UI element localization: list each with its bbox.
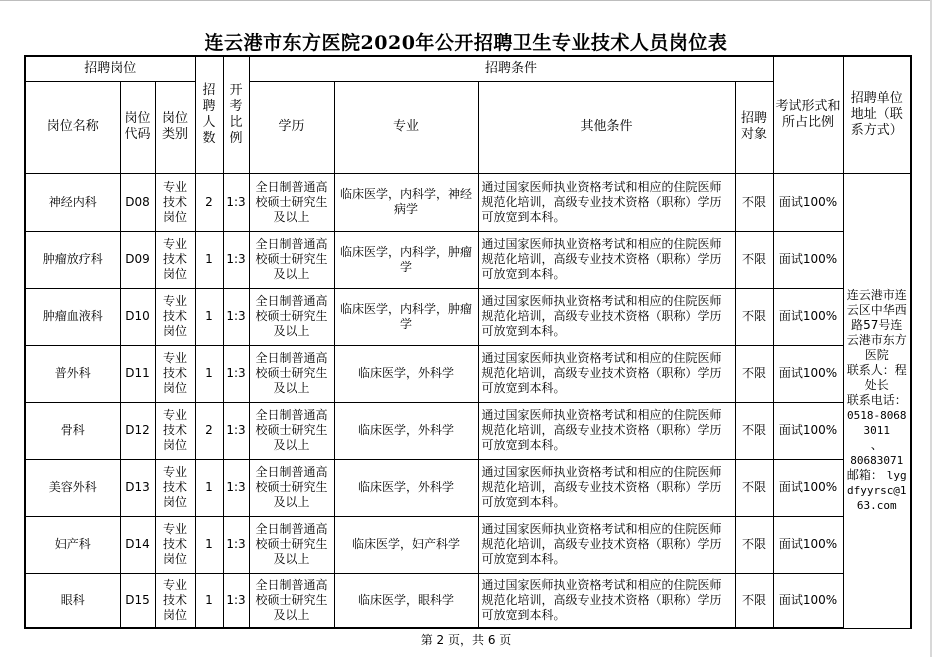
post-name-cell: 妇产科 <box>25 516 120 573</box>
ratio-cell: 1:3 <box>223 402 249 459</box>
education-cell: 全日制普通高校硕士研究生及以上 <box>249 516 334 573</box>
exam-cell: 面试100% <box>773 459 843 516</box>
header-group-post: 招聘岗位 <box>25 56 195 81</box>
header-row-1 <box>25 56 911 81</box>
other-conditions-cell: 通过国家医师执业资格考试和相应的住院医师规范化培训，高级专业技术资格（职称）学历可放宽到本科。 <box>478 345 735 402</box>
exam-cell: 面试100% <box>773 345 843 402</box>
education-cell: 全日制普通高校硕士研究生及以上 <box>249 459 334 516</box>
education-cell: 全日制普通高校硕士研究生及以上 <box>249 173 334 231</box>
post-code-cell: D13 <box>120 459 155 516</box>
target-cell: 不限 <box>735 402 773 459</box>
headcount-cell: 1 <box>195 231 223 288</box>
post-name-cell: 肿瘤放疗科 <box>25 231 120 288</box>
post-code-cell: D14 <box>120 516 155 573</box>
other-conditions-cell: 通过国家医师执业资格考试和相应的住院医师规范化培训，高级专业技术资格（职称）学历可放宽到本科。 <box>478 402 735 459</box>
post-name-cell: 普外科 <box>25 345 120 402</box>
contact-person: 联系人：程处长 <box>846 363 907 392</box>
contact-phone-label: 联系电话： <box>846 393 907 407</box>
post-code-cell: D10 <box>120 288 155 345</box>
headcount-cell: 1 <box>195 573 223 628</box>
post-type-cell: 专业技术岗位 <box>155 345 195 402</box>
other-conditions-cell: 通过国家医师执业资格考试和相应的住院医师规范化培训，高级专业技术资格（职称）学历可放宽到本科。 <box>478 173 735 231</box>
headcount-cell: 2 <box>195 402 223 459</box>
target-cell: 不限 <box>735 459 773 516</box>
header-education: 学历 <box>249 81 334 173</box>
ratio-cell: 1:3 <box>223 516 249 573</box>
target-cell: 不限 <box>735 173 773 231</box>
post-type-cell: 专业技术岗位 <box>155 459 195 516</box>
headcount-cell: 1 <box>195 345 223 402</box>
education-cell: 全日制普通高校硕士研究生及以上 <box>249 288 334 345</box>
target-cell: 不限 <box>735 288 773 345</box>
exam-cell: 面试100% <box>773 573 843 628</box>
contact-cell <box>843 173 911 628</box>
exam-cell: 面试100% <box>773 516 843 573</box>
target-cell: 不限 <box>735 573 773 628</box>
table-row <box>25 345 911 402</box>
other-conditions-cell: 通过国家医师执业资格考试和相应的住院医师规范化培训，高级专业技术资格（职称）学历可放宽到本科。 <box>478 459 735 516</box>
other-conditions-cell: 通过国家医师执业资格考试和相应的住院医师规范化培训，高级专业技术资格（职称）学历可放宽到本科。 <box>478 516 735 573</box>
ratio-cell: 1:3 <box>223 173 249 231</box>
exam-cell: 面试100% <box>773 231 843 288</box>
header-major: 专业 <box>334 81 478 173</box>
major-cell: 临床医学，外科学 <box>334 345 478 402</box>
page-edge-top <box>0 0 932 1</box>
major-cell: 临床医学，外科学 <box>334 402 478 459</box>
post-code-cell: D11 <box>120 345 155 402</box>
ratio-cell: 1:3 <box>223 573 249 628</box>
target-cell: 不限 <box>735 516 773 573</box>
education-cell: 全日制普通高校硕士研究生及以上 <box>249 231 334 288</box>
table-row <box>25 516 911 573</box>
headcount-cell: 2 <box>195 173 223 231</box>
table-row <box>25 173 911 231</box>
post-name-cell: 美容外科 <box>25 459 120 516</box>
education-cell: 全日制普通高校硕士研究生及以上 <box>249 573 334 628</box>
post-type-cell: 专业技术岗位 <box>155 516 195 573</box>
post-type-cell: 专业技术岗位 <box>155 402 195 459</box>
other-conditions-cell: 通过国家医师执业资格考试和相应的住院医师规范化培训，高级专业技术资格（职称）学历可放宽到本科。 <box>478 288 735 345</box>
recruitment-table <box>24 55 912 629</box>
major-cell: 临床医学，内科学，神经病学 <box>334 173 478 231</box>
header-target: 招聘对象 <box>735 81 773 173</box>
contact-phone-1: 0518-80683011 <box>846 409 907 437</box>
post-name-cell: 骨科 <box>25 402 120 459</box>
other-conditions-cell: 通过国家医师执业资格考试和相应的住院医师规范化培训，高级专业技术资格（职称）学历可放宽到本科。 <box>478 573 735 628</box>
major-cell: 临床医学，眼科学 <box>334 573 478 628</box>
header-exam: 考试形式和所占比例 <box>773 56 843 173</box>
table-row <box>25 459 911 516</box>
ratio-cell: 1:3 <box>223 231 249 288</box>
exam-cell: 面试100% <box>773 288 843 345</box>
post-code-cell: D15 <box>120 573 155 628</box>
post-name-cell: 神经内科 <box>25 173 120 231</box>
ratio-cell: 1:3 <box>223 345 249 402</box>
header-post-name: 岗位名称 <box>25 81 120 173</box>
post-type-cell: 专业技术岗位 <box>155 573 195 628</box>
header-unit: 招聘单位地址（联系方式） <box>843 56 911 173</box>
header-ratio: 开考比例 <box>223 56 249 173</box>
page-footer: 第 2 页，共 6 页 <box>420 633 512 647</box>
post-name-cell: 肿瘤血液科 <box>25 288 120 345</box>
major-cell: 临床医学，内科学，肿瘤学 <box>334 231 478 288</box>
education-cell: 全日制普通高校硕士研究生及以上 <box>249 345 334 402</box>
ratio-cell: 1:3 <box>223 459 249 516</box>
target-cell: 不限 <box>735 345 773 402</box>
major-cell: 临床医学，外科学 <box>334 459 478 516</box>
contact-email-label: 邮箱： <box>846 468 883 482</box>
header-post-code: 岗位代码 <box>120 81 155 173</box>
header-post-type: 岗位类别 <box>155 81 195 173</box>
table-row <box>25 231 911 288</box>
contact-phone-2: 80683071 <box>850 454 904 467</box>
table-row <box>25 288 911 345</box>
post-type-cell: 专业技术岗位 <box>155 173 195 231</box>
headcount-cell: 1 <box>195 459 223 516</box>
table-row <box>25 402 911 459</box>
post-code-cell: D08 <box>120 173 155 231</box>
header-other: 其他条件 <box>478 81 735 173</box>
education-cell: 全日制普通高校硕士研究生及以上 <box>249 402 334 459</box>
page-title: 连云港市东方医院2020年公开招聘卫生专业技术人员岗位表 <box>204 32 728 54</box>
headcount-cell: 1 <box>195 288 223 345</box>
contact-address: 连云港市连云区中华西路57号连云港市东方医院 <box>846 288 907 362</box>
target-cell: 不限 <box>735 231 773 288</box>
header-group-conditions: 招聘条件 <box>249 56 773 81</box>
major-cell: 临床医学，内科学，肿瘤学 <box>334 288 478 345</box>
contact-email: lygdfyyrsc@163.com <box>846 469 907 512</box>
post-name-cell: 眼科 <box>25 573 120 628</box>
exam-cell: 面试100% <box>773 173 843 231</box>
ratio-cell: 1:3 <box>223 288 249 345</box>
contact-separator: 、 <box>870 438 883 452</box>
headcount-cell: 1 <box>195 516 223 573</box>
header-headcount: 招聘人数 <box>195 56 223 173</box>
post-code-cell: D12 <box>120 402 155 459</box>
other-conditions-cell: 通过国家医师执业资格考试和相应的住院医师规范化培训，高级专业技术资格（职称）学历可放宽到本科。 <box>478 231 735 288</box>
table-row <box>25 573 911 628</box>
post-type-cell: 专业技术岗位 <box>155 288 195 345</box>
exam-cell: 面试100% <box>773 402 843 459</box>
post-type-cell: 专业技术岗位 <box>155 231 195 288</box>
major-cell: 临床医学，妇产科学 <box>334 516 478 573</box>
post-code-cell: D09 <box>120 231 155 288</box>
